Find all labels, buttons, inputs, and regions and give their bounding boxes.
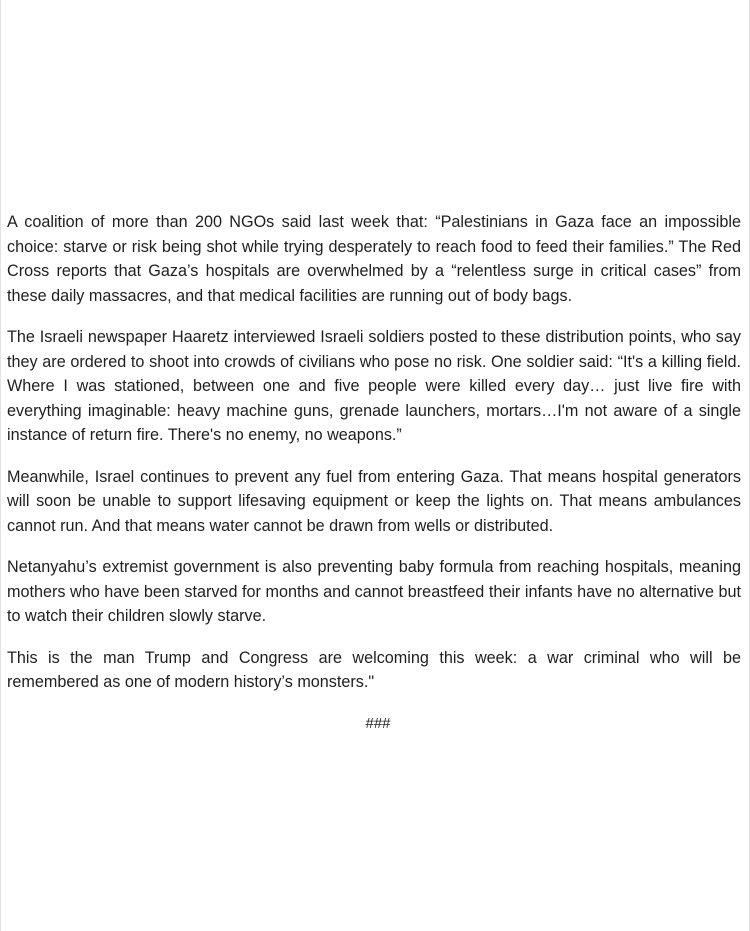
end-of-release-mark: ###: [365, 714, 391, 732]
paragraph-haaretz-soldiers: The Israeli newspaper Haaretz interviewed Israeli soldiers posted to these distribution points, who say they are ordered to shoot into crowds of civilians who pose no risk. One soldier said: “It's a killing field. Where I was stationed, between one and five people were killed every day… just live fire with everything imaginable: heavy machine guns, grenade launchers, mortars…I'm not aware of a single instance of return fire. There's no enemy, no weapons.”: [7, 328, 741, 444]
paragraph-baby-formula: Netanyahu’s extremist government is also preventing baby formula from reaching hospitals, meaning mothers who have been starved for months and cannot breastfeed their infants have no alternative but to watch their children slowly starve.: [7, 558, 741, 625]
paragraph-closing-statement: This is the man Trump and Congress are welcoming this week: a war criminal who will be remembered as one of modern history’s monsters.": [7, 648, 741, 691]
document-body: [7, 210, 741, 736]
paragraph-fuel-blockade: Meanwhile, Israel continues to prevent any fuel from entering Gaza. That means hospital generators will soon be unable to support lifesaving equipment or keep the lights on. That means ambulances cannot run. And that means water cannot be drawn from wells or distributed.: [7, 467, 741, 535]
paragraph-ngo-coalition: A coalition of more than 200 NGOs said last week that: “Palestinians in Gaza face an impossible choice: starve or risk being shot while trying desperately to reach food to feed their families.” The Red Cross reports that Gaza’s hospitals are overwhelmed by a “relentless surge in critical cases” from these daily massacres, and that medical facilities are running out of body bags.: [7, 213, 741, 305]
